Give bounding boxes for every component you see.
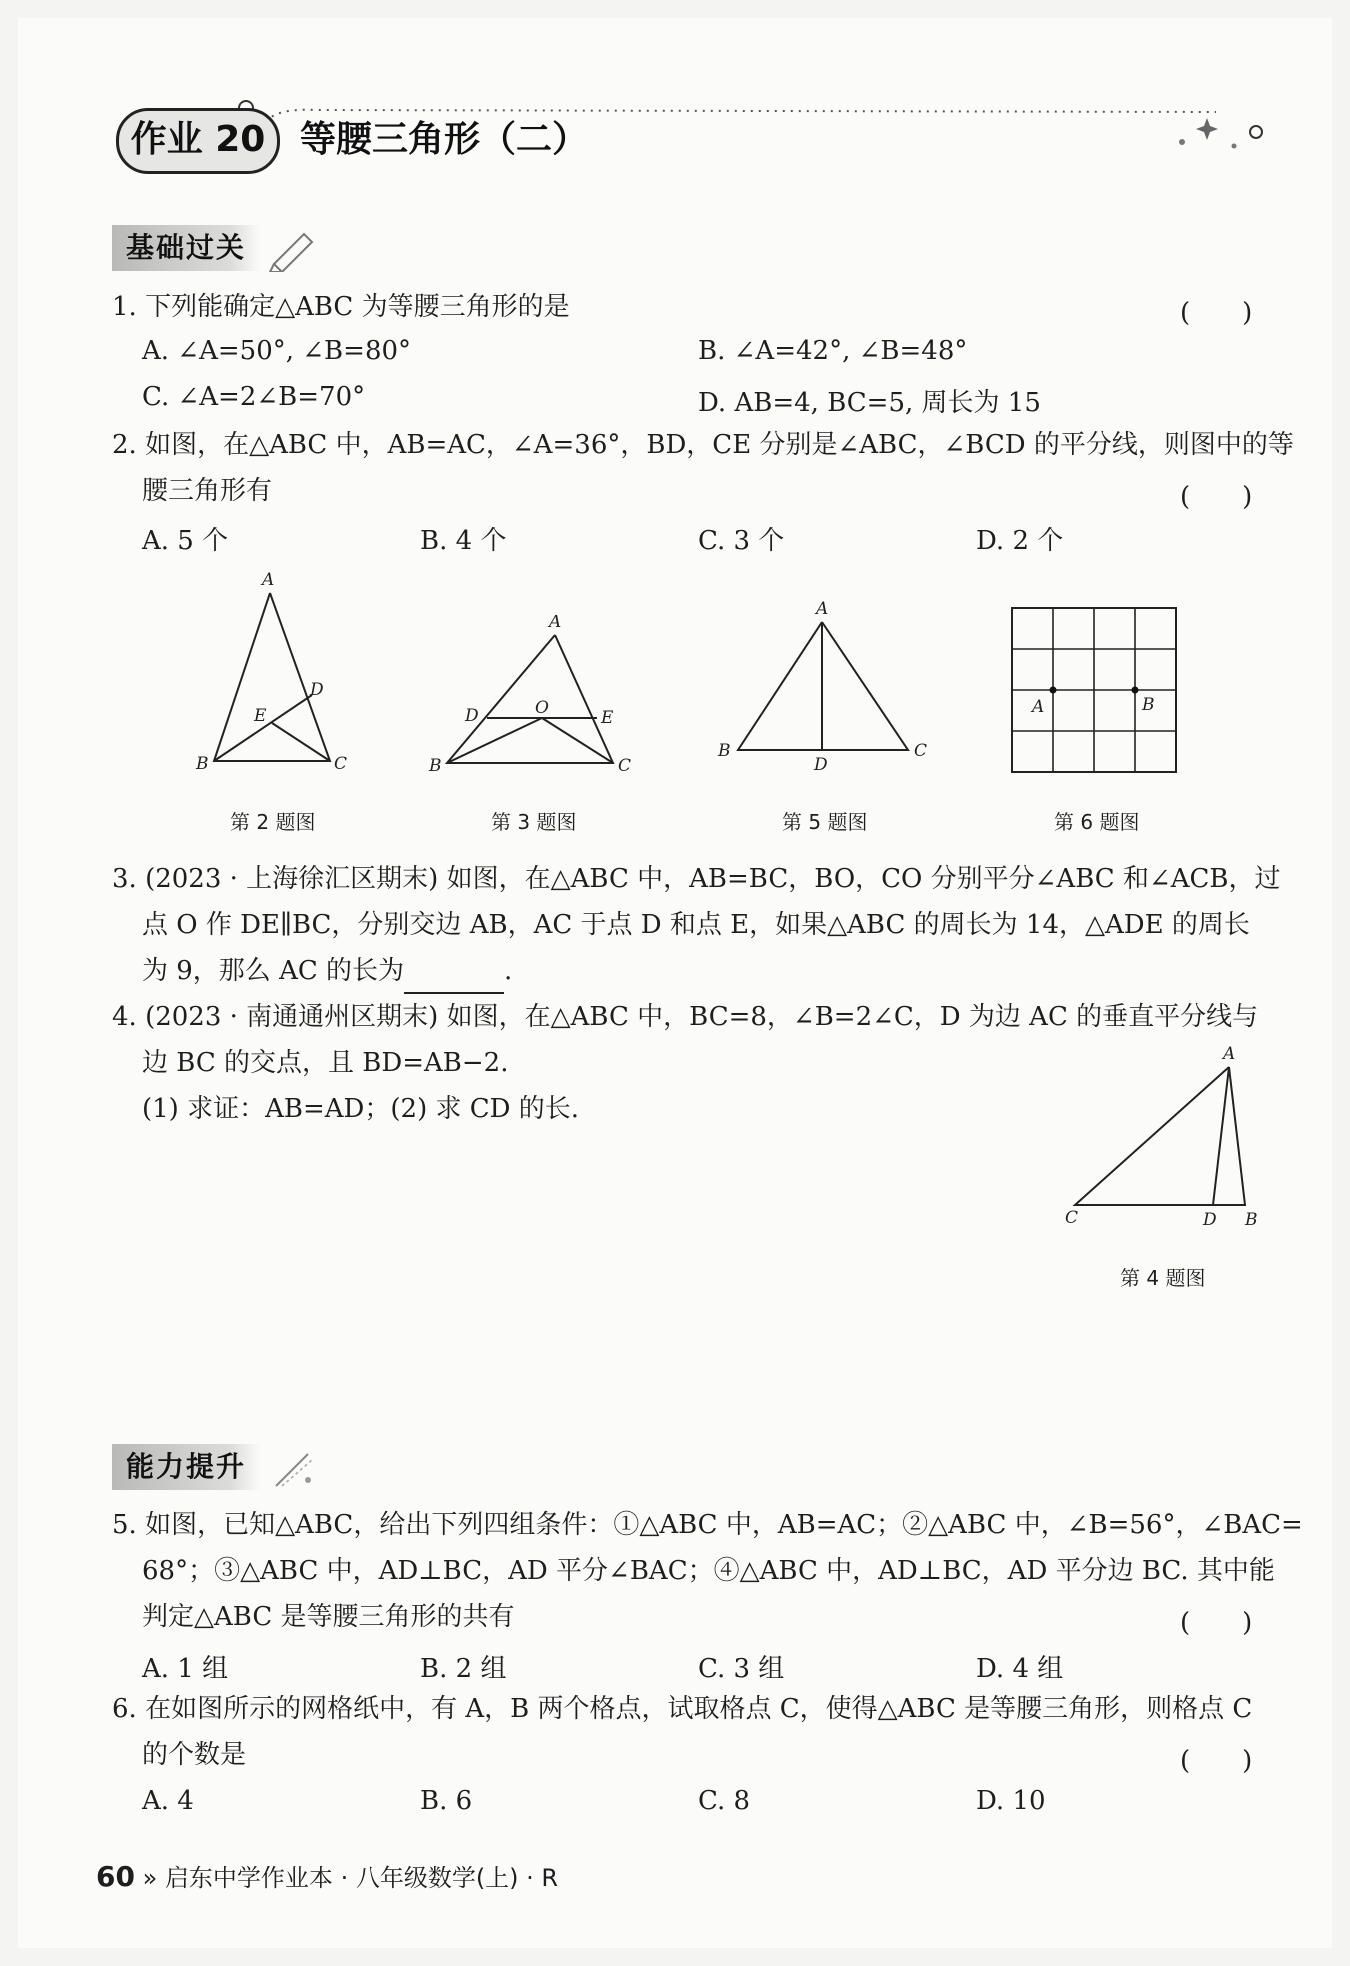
fig2-label-a: A <box>262 570 275 590</box>
fig3-label-a: A <box>549 615 562 632</box>
assignment-badge: 作业 20 <box>116 108 280 174</box>
fig4-label-a: A <box>1223 1045 1236 1064</box>
fig3-label-d: D <box>465 706 479 726</box>
q3-line2: 点 O 作 DE∥BC，分别交边 AB，AC 于点 D 和点 E，如果△ABC 的周长为 14，△ADE 的周长 <box>142 910 1250 940</box>
fig3-label-b: B <box>429 756 442 776</box>
q6-option-c: C. 8 <box>698 1786 751 1816</box>
q1-option-c: C. ∠A=2∠B=70° <box>142 382 366 412</box>
fig2-label-d: D <box>310 680 324 700</box>
q2-option-a: A. 5 个 <box>142 526 229 556</box>
q2-option-b: B. 4 个 <box>420 526 507 556</box>
q5-option-d: D. 4 组 <box>976 1654 1064 1684</box>
q4-line2: 边 BC 的交点，且 BD=AB−2. <box>142 1048 509 1078</box>
figure-2 <box>190 565 360 785</box>
book-title: 启东中学作业本 · 八年级数学(上) · R <box>164 1864 559 1892</box>
figure-5 <box>710 598 940 778</box>
q6-option-d: D. 10 <box>976 1786 1046 1816</box>
fig6-caption: 第 6 题图 <box>1054 810 1140 834</box>
fig4-caption: 第 4 题图 <box>1120 1266 1206 1290</box>
fig5-label-a: A <box>816 599 829 619</box>
fig3-label-c: C <box>618 756 632 776</box>
figure-3 <box>425 615 645 785</box>
q6-answer-paren: ( ) <box>1180 1746 1253 1776</box>
q5-line1: 5. 如图，已知△ABC，给出下列四组条件：①△ABC 中，AB=AC；②△ABC 中，∠B=56°，∠BAC= <box>112 1510 1303 1540</box>
fig2-label-c: C <box>334 754 348 774</box>
q1-option-d: D. AB=4, BC=5, 周长为 15 <box>698 388 1041 418</box>
pencil-icon <box>268 226 316 272</box>
q5-option-a: A. 1 组 <box>142 1654 229 1684</box>
q6-line2: 的个数是 <box>142 1740 247 1770</box>
fig2-caption: 第 2 题图 <box>230 810 316 834</box>
fig6-label-b: B <box>1142 695 1155 715</box>
fig5-label-c: C <box>914 741 928 761</box>
header-decoration <box>116 96 1266 156</box>
page-footer <box>96 1858 558 1893</box>
fig6-label-a: A <box>1032 697 1045 717</box>
section-advanced: 能力提升 <box>112 1444 260 1490</box>
figure-4 <box>1055 1045 1275 1235</box>
q2-line2: 腰三角形有 <box>142 476 273 506</box>
q3-line3: 为 9，那么 AC 的长为 . <box>142 948 512 994</box>
q2-line1: 2. 如图，在△ABC 中，AB=AC，∠A=36°，BD，CE 分别是∠ABC，∠BCD 的平分线，则图中的等 <box>112 430 1294 460</box>
q6-option-a: A. 4 <box>142 1786 194 1816</box>
q5-line2: 68°；③△ABC 中，AD⊥BC，AD 平分∠BAC；④△ABC 中，AD⊥BC，AD 平分边 BC. 其中能 <box>142 1556 1275 1586</box>
q2-answer-paren: ( ) <box>1180 482 1253 512</box>
q5-line3: 判定△ABC 是等腰三角形的共有 <box>142 1602 515 1632</box>
q1-answer-paren: ( ) <box>1180 298 1253 328</box>
fig2-label-e: E <box>254 706 267 726</box>
figure-6-grid <box>1010 606 1180 776</box>
q6-line1: 6. 在如图所示的网格纸中，有 A，B 两个格点，试取格点 C，使得△ABC 是等腰三角形，则格点 C <box>112 1694 1253 1724</box>
fig5-label-b: B <box>718 741 731 761</box>
q2-option-c: C. 3 个 <box>698 526 785 556</box>
fig4-label-b: B <box>1245 1210 1258 1230</box>
fig3-caption: 第 3 题图 <box>491 810 577 834</box>
fig4-label-c: C <box>1065 1208 1079 1228</box>
fig3-label-e: E <box>601 708 614 728</box>
page-number: 60 <box>96 1860 135 1893</box>
q6-option-b: B. 6 <box>420 1786 473 1816</box>
double-chevron-icon: » <box>142 1864 158 1892</box>
fig3-label-o: O <box>535 698 549 718</box>
q5-option-c: C. 3 组 <box>698 1654 785 1684</box>
section-basic: 基础过关 <box>112 225 260 271</box>
q2-option-d: D. 2 个 <box>976 526 1064 556</box>
grid-point-a <box>1050 687 1057 694</box>
q5-answer-paren: ( ) <box>1180 1608 1253 1638</box>
grid-point-b <box>1132 687 1139 694</box>
q1-option-a: A. ∠A=50°, ∠B=80° <box>142 336 412 366</box>
q1-option-b: B. ∠A=42°, ∠B=48° <box>698 336 968 366</box>
fig5-label-d: D <box>814 755 828 775</box>
fig4-label-d: D <box>1203 1210 1217 1230</box>
q3-line1: 3. (2023 · 上海徐汇区期末) 如图，在△ABC 中，AB=BC，BO，CO 分别平分∠ABC 和∠ACB，过 <box>112 864 1281 894</box>
sparkle-icon <box>268 1446 318 1490</box>
q4-line3: (1) 求证：AB=AD；(2) 求 CD 的长. <box>142 1094 580 1124</box>
fig5-caption: 第 5 题图 <box>782 810 868 834</box>
q4-line1: 4. (2023 · 南通通州区期末) 如图，在△ABC 中，BC=8，∠B=2∠C，D 为边 AC 的垂直平分线与 <box>112 1002 1259 1032</box>
q5-option-b: B. 2 组 <box>420 1654 507 1684</box>
q1-stem: 1. 下列能确定△ABC 为等腰三角形的是 <box>112 292 570 322</box>
q3-answer-blank[interactable] <box>404 964 504 994</box>
fig2-label-b: B <box>196 754 209 774</box>
page-title: 等腰三角形（二） <box>300 119 589 160</box>
